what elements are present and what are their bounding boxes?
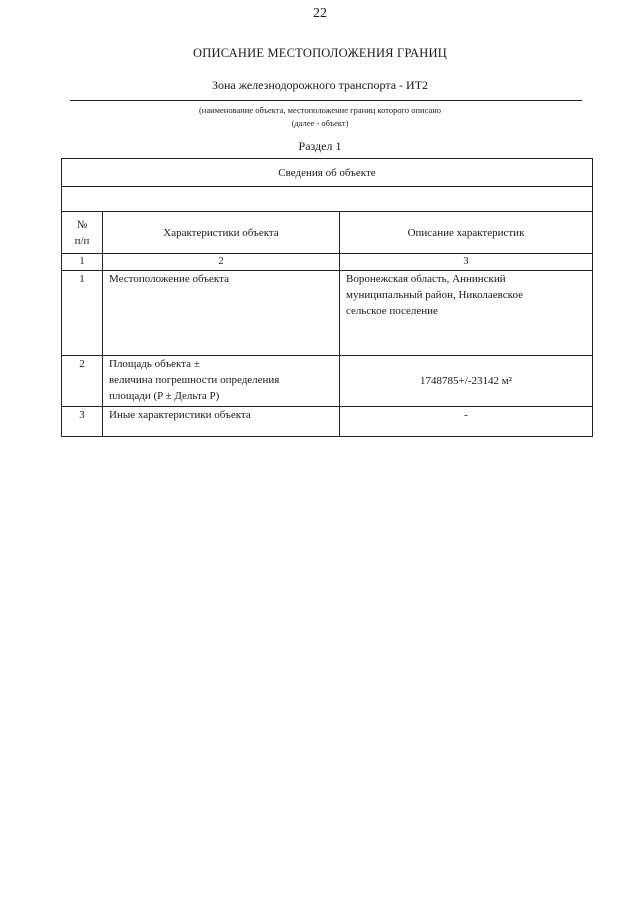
section-label: Раздел 1 [298,139,342,153]
column-header-description: Описание характеристик [340,212,593,254]
table-header-row [62,159,593,187]
row-characteristic: Площадь объекта ± величина погрешности определения площади (P ± Дельта P) [103,356,340,407]
document-title: ОПИСАНИЕ МЕСТОПОЛОЖЕНИЯ ГРАНИЦ [193,46,447,60]
table-row [62,407,593,437]
row-characteristic: Местоположение объекта [103,271,340,356]
row-number: 2 [62,356,103,407]
column-header-row [62,212,593,254]
column-number: 1 [62,254,103,271]
table-row [62,271,593,356]
column-number: 2 [103,254,340,271]
page-number: 22 [313,6,327,21]
column-header-number: № п/п [62,212,103,254]
row-description: - [340,407,593,437]
table-empty-row [62,187,593,212]
column-number: 3 [340,254,593,271]
row-characteristic: Иные характеристики объекта [103,407,340,437]
row-description: Воронежская область, Аннинский муниципальный район, Николаевское сельское поселение [340,271,593,356]
object-note: (наименование объекта, местоположение границ которого описано (далее - объект) [198,105,442,128]
row-number: 3 [62,407,103,437]
zone-name: Зона железнодорожного транспорта - ИТ2 [211,78,429,92]
empty-cell [62,187,593,212]
column-header-characteristic: Характеристики объекта [103,212,340,254]
table-header: Сведения об объекте [62,159,593,187]
column-number-row [62,254,593,271]
object-info-table [61,158,593,437]
zone-underline [70,100,582,101]
table-row [62,356,593,407]
row-number: 1 [62,271,103,356]
row-description: 1748785+/-23142 м² [340,356,593,407]
